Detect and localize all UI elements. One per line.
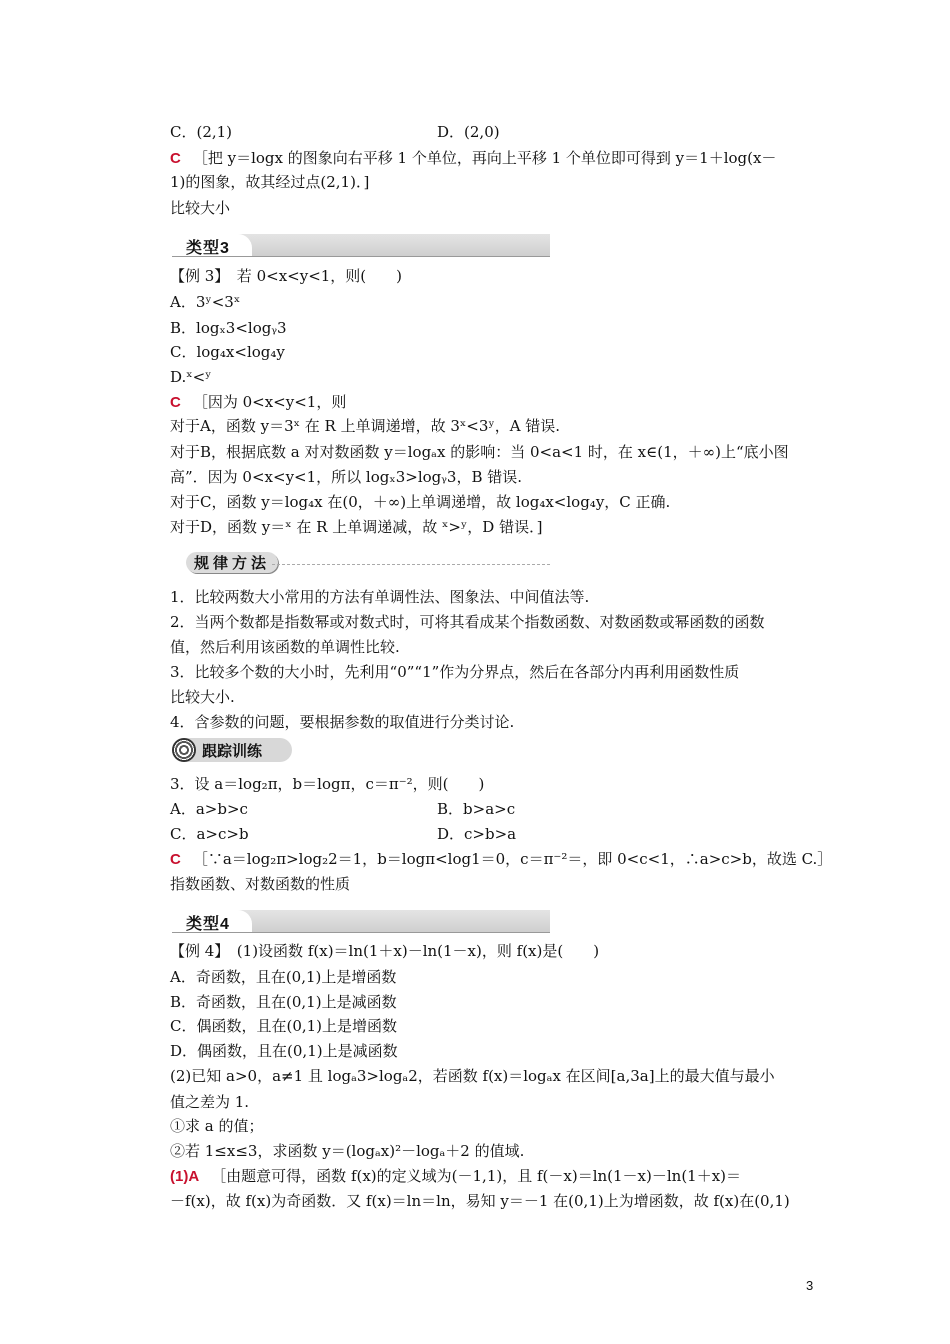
exercise-3-option-d: D．c>b>a (437, 825, 517, 843)
example-3-option-d: D.ˣ<ʸ (170, 368, 212, 386)
answer-mark: (1)A (170, 1168, 200, 1185)
example-3-question: 【例 3】 若 0<x<y<1，则( ) (170, 267, 403, 285)
example-3-option-b: B．logₓ3<logᵧ3 (170, 319, 287, 337)
target-icon (172, 738, 196, 762)
example-3-option-a: A．3ʸ<3ˣ (170, 293, 241, 311)
exercise-3: 3．设 a＝log₂π，b＝logπ，c＝π⁻²，则( ) (170, 775, 485, 793)
track-banner: 跟踪训练 (172, 738, 292, 762)
example-3-answer: C ［因为 0<x<y<1，则 (170, 393, 347, 411)
analysis-b: 对于B，根据底数 a 对对数函数 y＝logₐx 的影响：当 0<a<1 时，在 x∈(1，＋∞)上“底小图 (170, 443, 789, 461)
analysis-b-continued: 高”．因为 0<x<y<1，所以 logₓ3>logᵧ3，B 错误. (170, 468, 523, 486)
method-1: 1．比较两数大小常用的方法有单调性法、图象法、中间值法等. (170, 588, 590, 606)
example-4-part-2: (2)已知 a>0，a≠1 且 logₐ3>logₐ2，若函数 f(x)＝logₐx 在区间[a,3a]上的最大值与最小 (170, 1067, 775, 1085)
answer-mark: C (170, 394, 181, 411)
method-3-continued: 比较大小. (170, 688, 235, 706)
analysis-c: 对于C，函数 y＝log₄x 在(0，＋∞)上单调递增，故 log₄x<log₄y，C 正确. (170, 493, 671, 511)
example-4-answer: (1)A ［由题意可得，函数 f(x)的定义域为(－1,1)，且 f(－x)＝ln(1－x)－ln(1＋x)＝ (170, 1167, 742, 1185)
example-4-part-2-q1: ①求 a 的值； (170, 1117, 264, 1135)
example-4-question: 【例 4】 (1)设函数 f(x)＝ln(1＋x)－ln(1－x)，则 f(x)是( ) (170, 942, 600, 960)
exercise-3-option-a: A．a>b>c (170, 800, 248, 818)
option-d: D．(2,0) (437, 123, 500, 141)
example-4-part-2-continued: 值之差为 1. (170, 1093, 250, 1111)
example-4-option-d: D．偶函数，且在(0,1)上是减函数 (170, 1042, 398, 1060)
analysis-d: 对于D，函数 y＝ˣ 在 R 上单调递减，故 ˣ>ʸ，D 错误．] (170, 518, 543, 536)
answer-mark: C (170, 150, 181, 167)
page-number: 3 (806, 1278, 814, 1293)
method-4: 4．含参数的问题，要根据参数的取值进行分类讨论. (170, 713, 515, 731)
method-2-continued: 值，然后利用该函数的单调性比较. (170, 638, 400, 656)
answer-continued: 1)的图象，故其经过点(2,1)．] (170, 173, 370, 191)
exercise-3-answer: C ［∵a＝log₂π>log₂2＝1，b＝logπ<log1＝0，c＝π⁻²＝，即 0<c<1，∴a>c>b，故选 C.］ (170, 850, 833, 868)
type-3-banner: 类型3 (172, 234, 550, 257)
example-4-part-2-q2: ②若 1≤x≤3，求函数 y＝(logₐx)²－logₐ＋2 的值域. (170, 1142, 525, 1160)
answer-mark: C (170, 851, 181, 868)
answer-line: C ［把 y＝logx 的图象向右平移 1 个单位，再向上平移 1 个单位即可得到 y＝1＋log(x－ (170, 149, 777, 167)
example-4-option-c: C．偶函数，且在(0,1)上是增函数 (170, 1017, 398, 1035)
analysis-a: 对于A，函数 y＝3ˣ 在 R 上单调递增，故 3ˣ<3ʸ，A 错误. (170, 417, 561, 435)
section-heading: 指数函数、对数函数的性质 (170, 875, 351, 893)
method-2: 2．当两个数都是指数幂或对数式时，可将其看成某个指数函数、对数函数或幂函数的函数 (170, 613, 765, 631)
exercise-3-option-b: B．b>a>c (437, 800, 516, 818)
type-4-banner: 类型4 (172, 910, 550, 933)
example-4-option-b: B．奇函数，且在(0,1)上是减函数 (170, 993, 397, 1011)
option-c: C．(2,1) (170, 123, 233, 141)
example-4-answer-continued: －f(x)，故 f(x)为奇函数．又 f(x)＝ln＝ln，易知 y＝－1 在(0,1)上为增函数，故 f(x)在(0,1) (170, 1192, 790, 1210)
section-heading: 比较大小 (170, 199, 231, 217)
method-3: 3．比较多个数的大小时，先利用“0”“1”作为分界点，然后在各部分内再利用函数性质 (170, 663, 740, 681)
exercise-3-option-c: C．a>c>b (170, 825, 249, 843)
method-banner: 规律方法 (172, 550, 550, 576)
example-4-option-a: A．奇函数，且在(0,1)上是增函数 (170, 968, 397, 986)
example-3-option-c: C．log₄x<log₄y (170, 343, 285, 361)
